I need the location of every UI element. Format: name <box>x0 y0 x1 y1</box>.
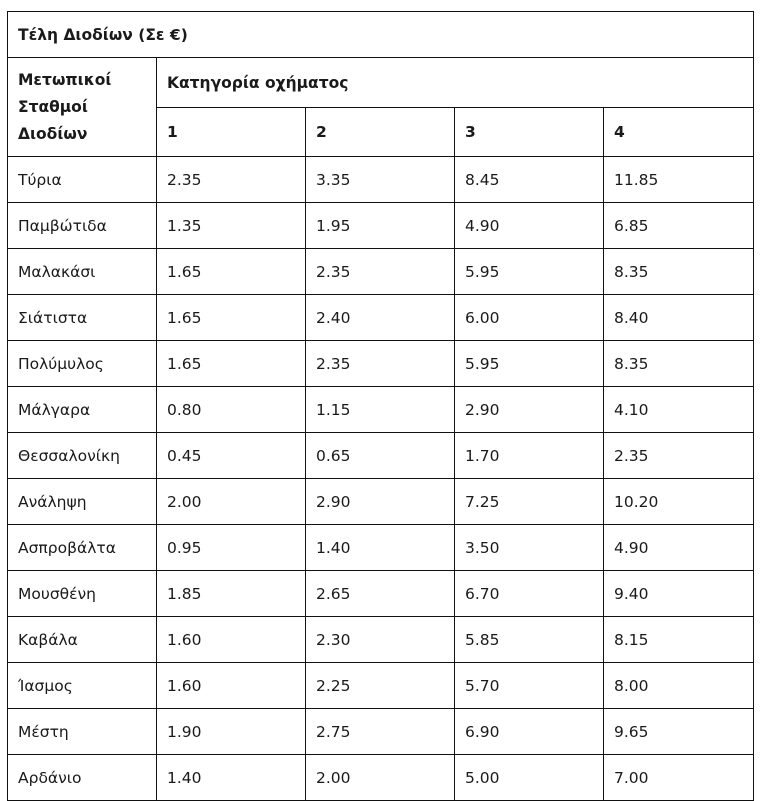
fee-cell: 6.85 <box>604 203 754 249</box>
fee-cell: 6.00 <box>455 295 604 341</box>
table-title: Τέλη Διοδίων (Σε €) <box>8 12 754 58</box>
fee-cell: 8.15 <box>604 617 754 663</box>
fee-cell: 2.75 <box>306 709 455 755</box>
station-name: Σιάτιστα <box>8 295 157 341</box>
fee-cell: 8.40 <box>604 295 754 341</box>
table-row <box>8 387 754 433</box>
fee-cell: 0.95 <box>157 525 306 571</box>
fee-cell: 5.70 <box>455 663 604 709</box>
fee-cell: 11.85 <box>604 157 754 203</box>
fee-cell: 7.25 <box>455 479 604 525</box>
station-name: Ασπροβάλτα <box>8 525 157 571</box>
vehicle-category-header: Κατηγορία οχήματος <box>157 58 754 108</box>
station-name: Αρδάνιο <box>8 755 157 801</box>
table-row <box>8 755 754 801</box>
fee-cell: 1.40 <box>306 525 455 571</box>
fee-cell: 9.40 <box>604 571 754 617</box>
table-row <box>8 617 754 663</box>
fee-cell: 1.65 <box>157 295 306 341</box>
fee-cell: 2.35 <box>157 157 306 203</box>
fee-cell: 2.35 <box>306 249 455 295</box>
table-row <box>8 525 754 571</box>
table-row <box>8 341 754 387</box>
fee-cell: 6.90 <box>455 709 604 755</box>
fee-cell: 9.65 <box>604 709 754 755</box>
table-row <box>8 295 754 341</box>
station-name: Μάλγαρα <box>8 387 157 433</box>
fee-cell: 2.25 <box>306 663 455 709</box>
fee-cell: 2.30 <box>306 617 455 663</box>
category-4-header: 4 <box>604 108 754 157</box>
fee-cell: 0.80 <box>157 387 306 433</box>
fee-cell: 2.00 <box>157 479 306 525</box>
station-name: Μουσθένη <box>8 571 157 617</box>
fee-cell: 8.35 <box>604 341 754 387</box>
table-row <box>8 571 754 617</box>
fee-cell: 1.85 <box>157 571 306 617</box>
fee-cell: 8.00 <box>604 663 754 709</box>
fee-cell: 0.45 <box>157 433 306 479</box>
fee-cell: 3.35 <box>306 157 455 203</box>
station-name: Ίασμος <box>8 663 157 709</box>
fee-cell: 1.40 <box>157 755 306 801</box>
station-name: Πολύμυλος <box>8 341 157 387</box>
fee-cell: 1.65 <box>157 341 306 387</box>
fee-cell: 2.65 <box>306 571 455 617</box>
fee-cell: 5.95 <box>455 341 604 387</box>
table-row <box>8 479 754 525</box>
fee-cell: 2.40 <box>306 295 455 341</box>
fee-cell: 2.35 <box>604 433 754 479</box>
table-row <box>8 663 754 709</box>
table-row <box>8 709 754 755</box>
category-3-header: 3 <box>455 108 604 157</box>
table-row <box>8 203 754 249</box>
fee-cell: 2.35 <box>306 341 455 387</box>
fee-cell: 1.15 <box>306 387 455 433</box>
fee-cell: 2.90 <box>306 479 455 525</box>
fee-cell: 0.65 <box>306 433 455 479</box>
toll-fees-table <box>7 11 754 801</box>
fee-cell: 1.60 <box>157 663 306 709</box>
category-2-header: 2 <box>306 108 455 157</box>
fee-cell: 1.70 <box>455 433 604 479</box>
station-name: Θεσσαλονίκη <box>8 433 157 479</box>
fee-cell: 8.35 <box>604 249 754 295</box>
fee-cell: 4.90 <box>455 203 604 249</box>
station-name: Παμβώτιδα <box>8 203 157 249</box>
fee-cell: 4.10 <box>604 387 754 433</box>
fee-cell: 1.65 <box>157 249 306 295</box>
station-name: Μαλακάσι <box>8 249 157 295</box>
fee-cell: 3.50 <box>455 525 604 571</box>
fee-cell: 7.00 <box>604 755 754 801</box>
fee-cell: 1.60 <box>157 617 306 663</box>
table-row <box>8 249 754 295</box>
table-row <box>8 157 754 203</box>
fee-cell: 1.95 <box>306 203 455 249</box>
fee-cell: 8.45 <box>455 157 604 203</box>
fee-cell: 5.95 <box>455 249 604 295</box>
fee-cell: 4.90 <box>604 525 754 571</box>
category-1-header: 1 <box>157 108 306 157</box>
station-name: Ανάληψη <box>8 479 157 525</box>
fee-cell: 5.85 <box>455 617 604 663</box>
fee-cell: 1.35 <box>157 203 306 249</box>
fee-cell: 5.00 <box>455 755 604 801</box>
station-name: Μέστη <box>8 709 157 755</box>
fee-cell: 10.20 <box>604 479 754 525</box>
fee-cell: 6.70 <box>455 571 604 617</box>
station-column-header: Μετωπικοί Σταθμοί Διοδίων <box>8 58 157 157</box>
fee-cell: 1.90 <box>157 709 306 755</box>
fee-cell: 2.90 <box>455 387 604 433</box>
station-name: Καβάλα <box>8 617 157 663</box>
fee-cell: 2.00 <box>306 755 455 801</box>
table-row <box>8 433 754 479</box>
station-name: Τύρια <box>8 157 157 203</box>
